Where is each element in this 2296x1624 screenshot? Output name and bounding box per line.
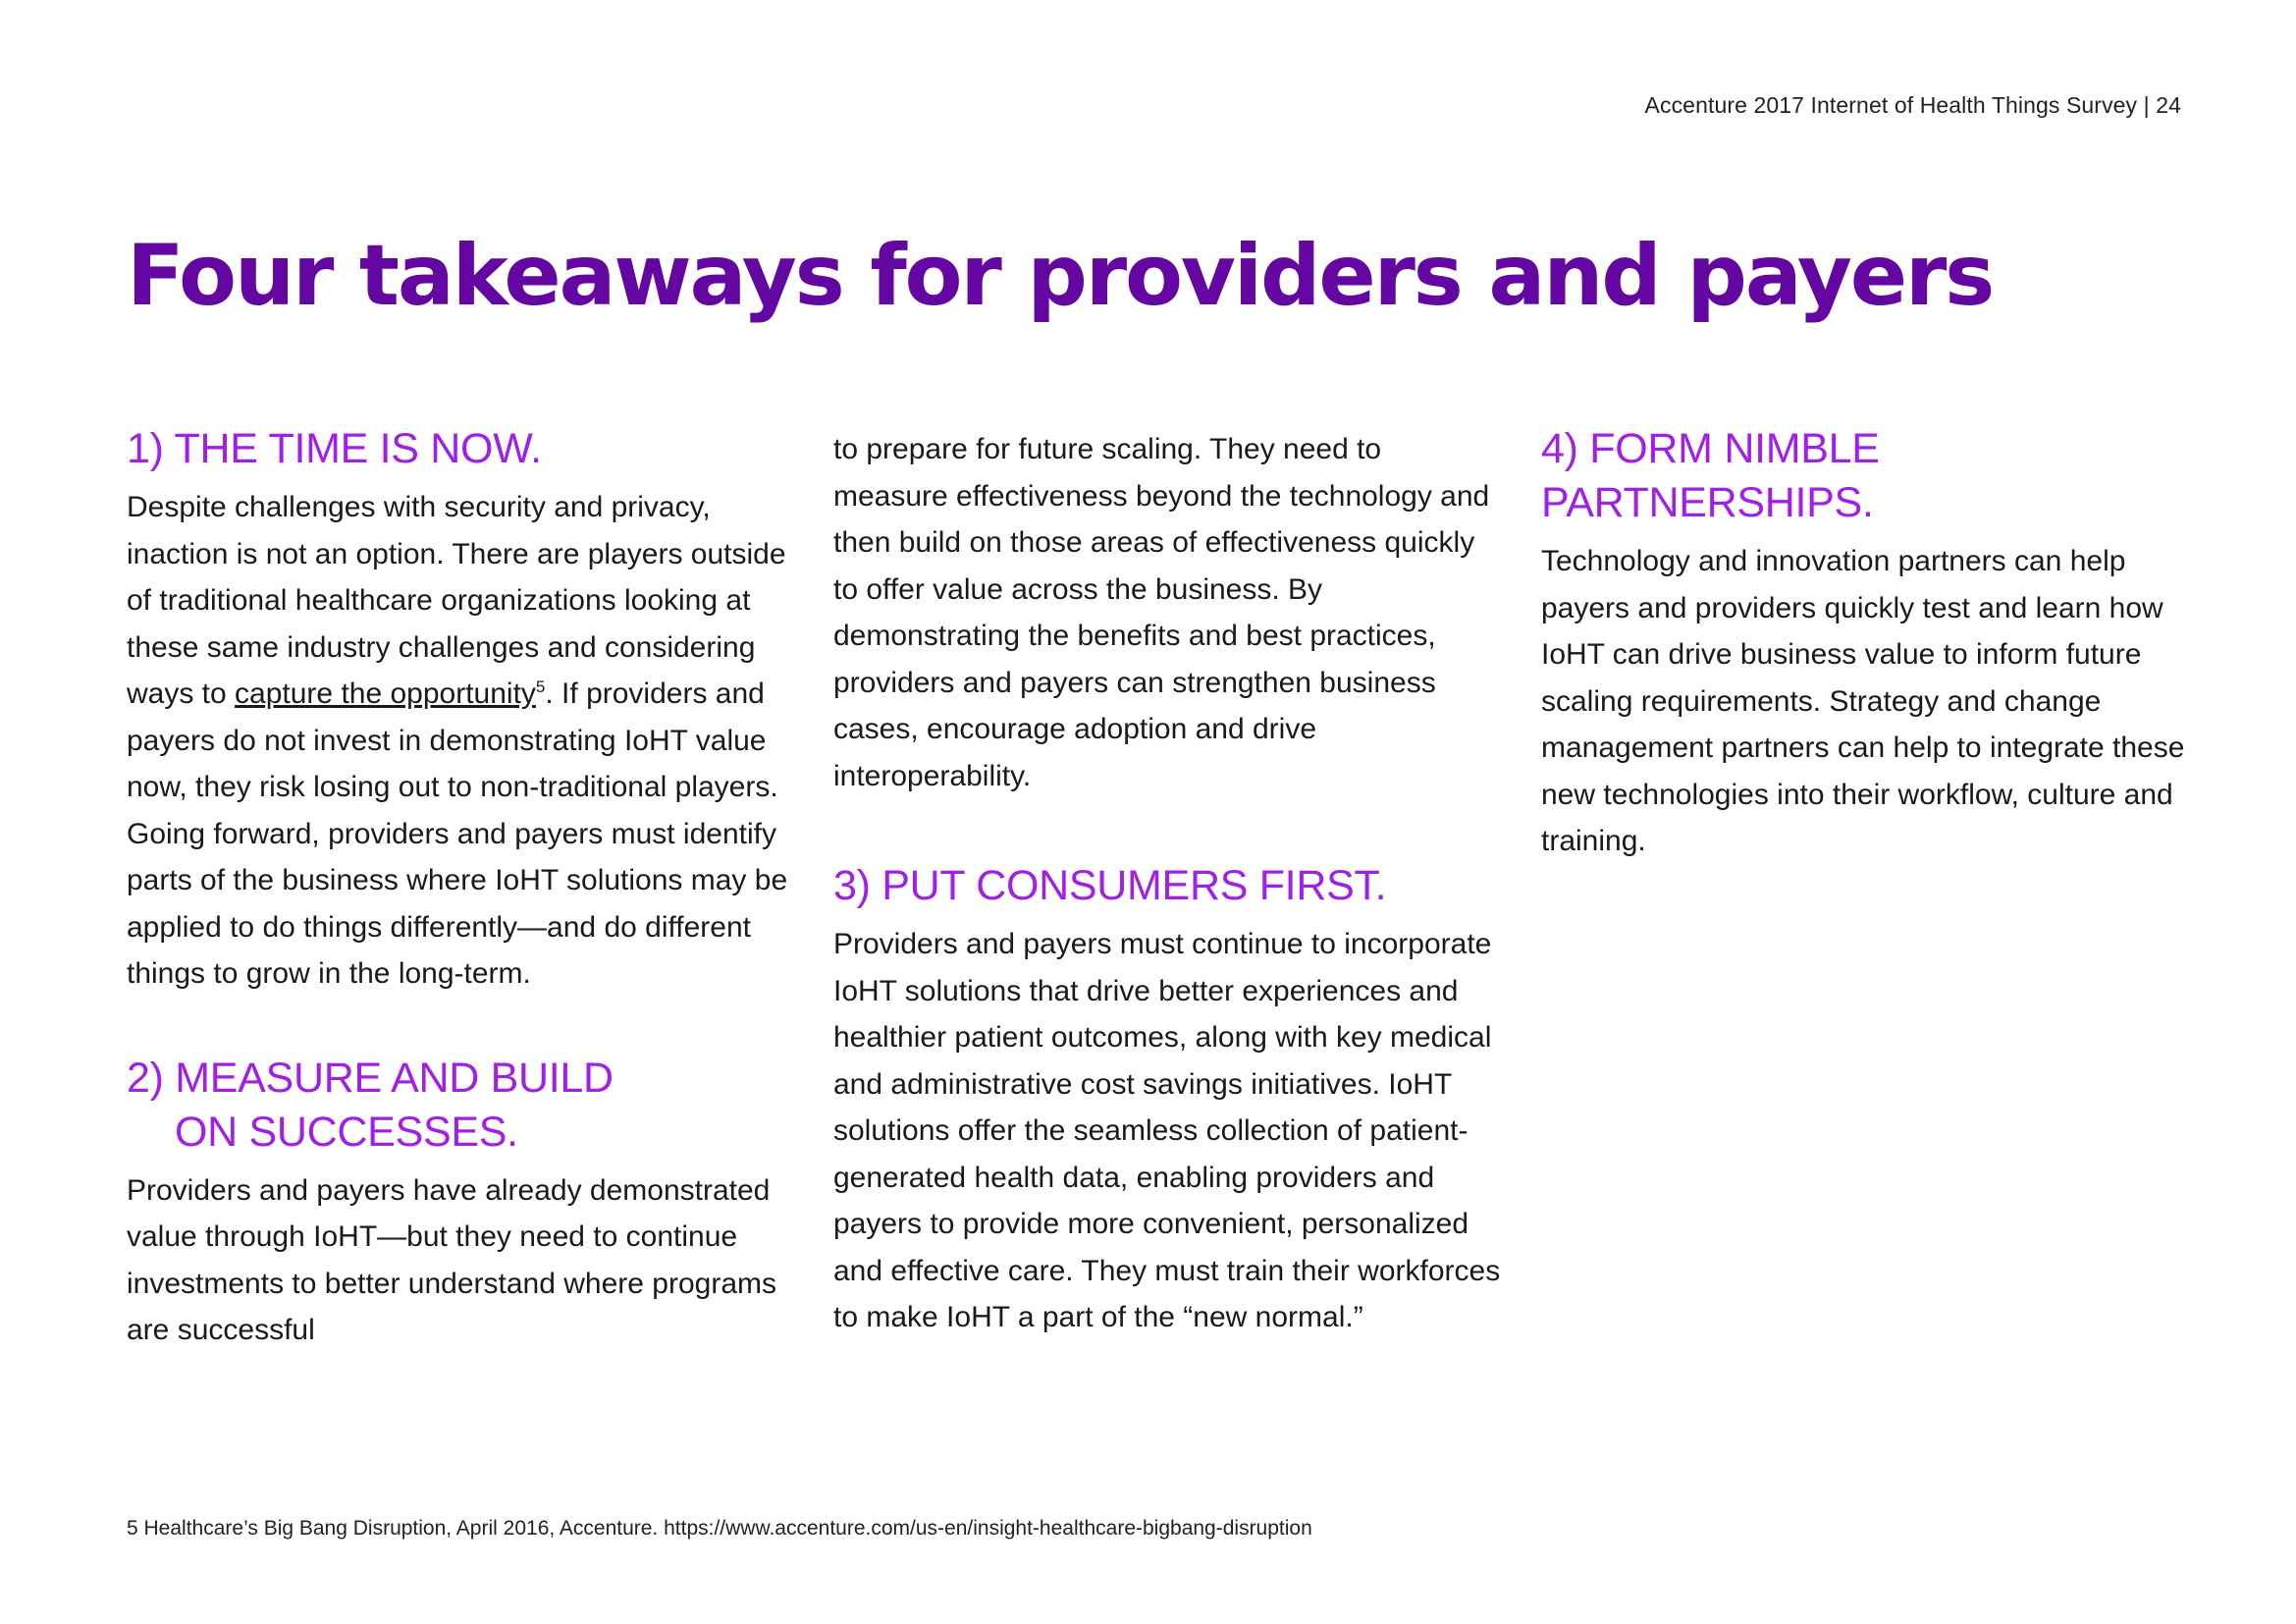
section-4-heading: 4) FORM NIMBLE PARTNERSHIPS. bbox=[1541, 425, 1880, 526]
column-3 bbox=[1541, 422, 2209, 865]
footnote: 5 Healthcare’s Big Bang Disruption, April 2016, Accenture. https://www.accenture.com/us-en/insight-healthcare-bigbang-disruption bbox=[127, 1517, 1312, 1540]
section-2-heading-line-1: 2) MEASURE AND BUILD bbox=[127, 1054, 614, 1102]
section-1-body bbox=[127, 484, 794, 998]
section-4-body: Technology and innovation partners can help payers and providers quickly test and learn how IoHT can drive business value to inform future scaling requirements. Strategy and change management partners can help to integrate these new technologies into their workflow, culture and training. bbox=[1541, 545, 2185, 857]
page-title: Four takeaways for providers and payers bbox=[127, 227, 1994, 325]
section-2-heading bbox=[127, 1052, 794, 1160]
section-3-body: Providers and payers must continue to incorporate IoHT solutions that drive better experiences and healthier patient outcomes, along with key medical and administrative cost savings initiatives. IoHT solutions offer the seamless collection of patient-generated health data, enabling providers and payers to provide more convenient, personalized and effective care. They must train their workforces to make IoHT a part of the “new normal.” bbox=[833, 928, 1501, 1333]
capture-opportunity-link[interactable]: capture the opportunity bbox=[235, 677, 536, 710]
footnote-ref-5[interactable]: 5 bbox=[535, 677, 546, 696]
section-1-body-rest: . If providers and payers do not invest in demonstrating IoHT value now, they risk losing out to non-traditional players. Going forward, providers and payers must identify parts of the business where IoHT solutions may be applied to do things differently—and do different things to grow in the long-term. bbox=[127, 677, 788, 990]
section-3-heading: 3) PUT CONSUMERS FIRST. bbox=[833, 862, 1387, 909]
section-1-body-intro: Despite challenges with security and privacy, inaction is not an option. There are players outside of traditional healthcare organizations looking at these same industry challenges and considering ways to bbox=[127, 491, 786, 710]
section-1-heading: 1) THE TIME IS NOW. bbox=[127, 425, 542, 472]
page-header-runner: Accenture 2017 Internet of Health Things Survey | 24 bbox=[1644, 92, 2181, 118]
section-2-heading-line-2: ON SUCCESSES. bbox=[175, 1108, 518, 1156]
column-2 bbox=[833, 426, 1501, 1341]
section-2-body-part-2: to prepare for future scaling. They need to measure effectiveness beyond the technology and then build on those areas of effectiveness quickly to offer value across the business. By demonstrating the benefits and best practices, providers and payers can strengthen business cases, encourage adoption and drive interoperability. bbox=[833, 433, 1490, 792]
section-2-body-part-1: Providers and payers have already demonstrated value through IoHT—but they need to continue investments to better understand where programs are successful bbox=[127, 1173, 777, 1346]
column-1 bbox=[127, 422, 794, 1354]
